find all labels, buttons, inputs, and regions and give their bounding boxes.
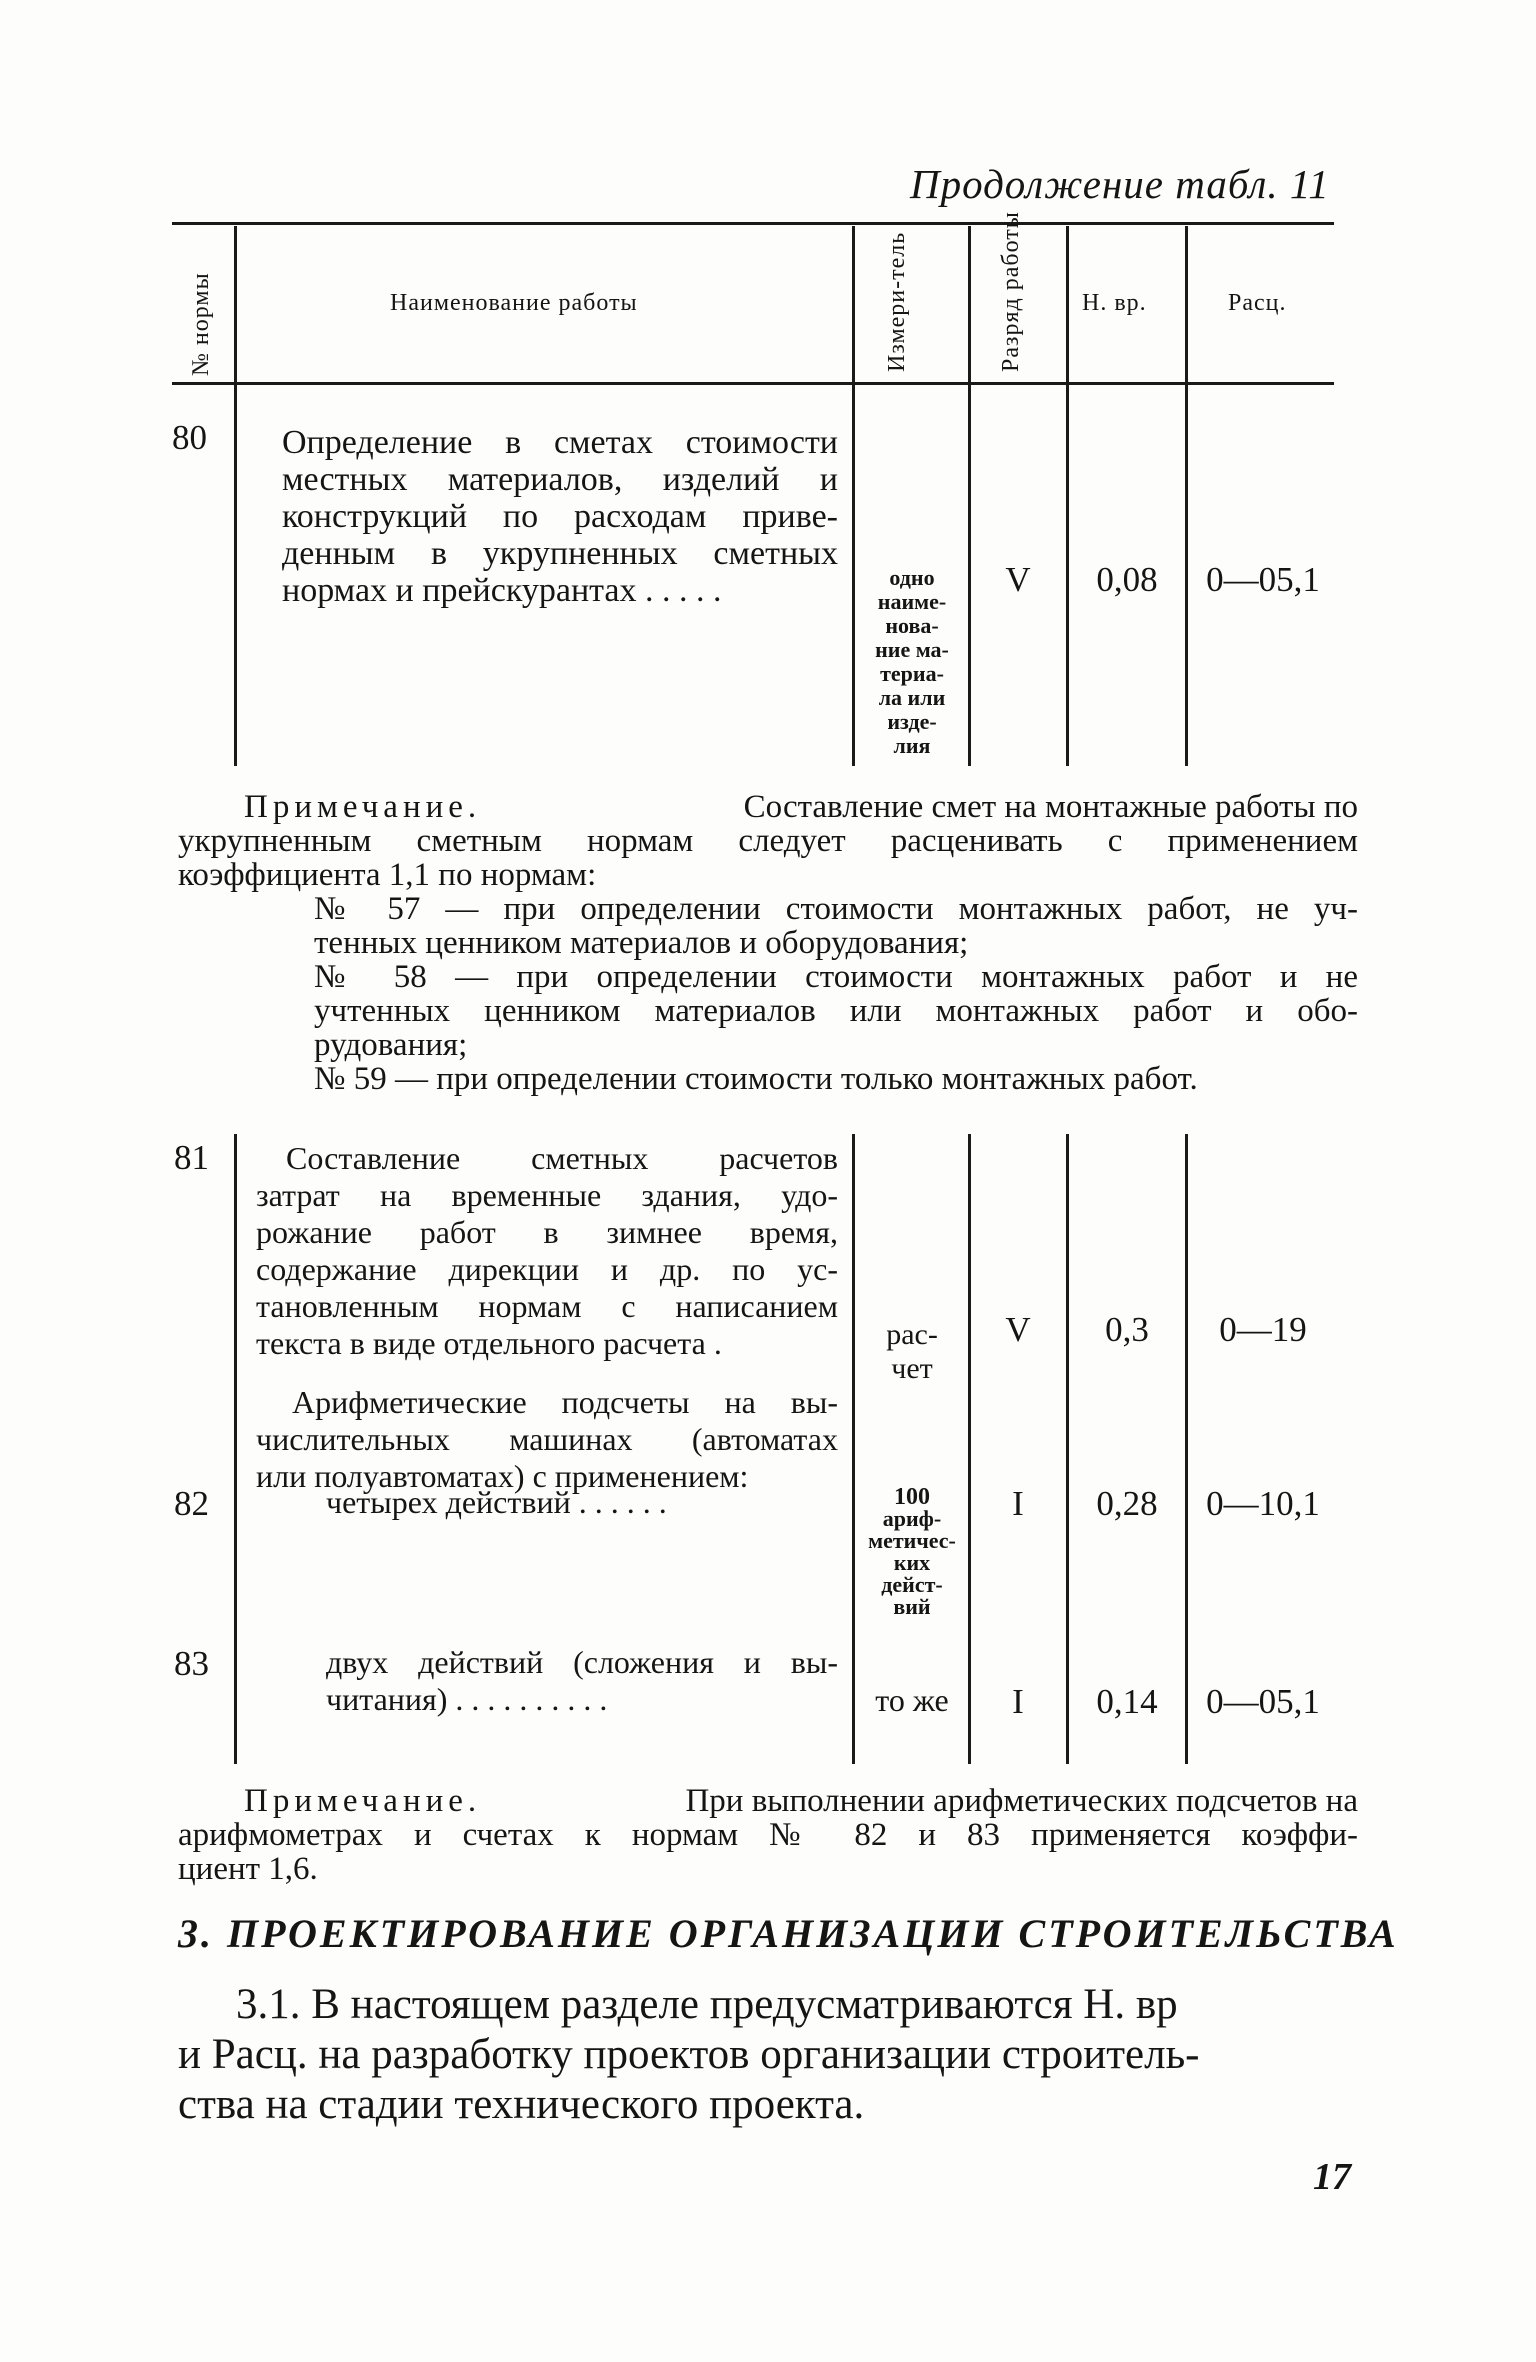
col-rule-3 bbox=[968, 226, 971, 766]
row83-name: двух действий (сложения и вы- читания) . . . . . . . . . . bbox=[326, 1644, 838, 1717]
row80-name: Определение в сметах стоимости местных материалов, изделий и конструкций по расходам приве- денным в укрупненных сметных нормах и прейскурантах . . . . . bbox=[282, 424, 838, 609]
row83-number: 83 bbox=[174, 1644, 209, 1683]
table-header-bottom-rule bbox=[172, 382, 1334, 385]
header-price: Расц. bbox=[1228, 290, 1287, 316]
row83-price: 0—05,1 bbox=[1206, 1682, 1320, 1721]
col-rule-4b bbox=[1066, 1134, 1069, 1764]
row80-number: 80 bbox=[172, 418, 207, 457]
row83-time: 0,14 bbox=[1096, 1682, 1158, 1721]
row80-grade: V bbox=[1005, 560, 1031, 599]
row81-number: 81 bbox=[174, 1138, 209, 1177]
col-rule-5b bbox=[1185, 1134, 1188, 1764]
note-1: Примечание. Составление смет на монтажные работы по укрупненным сметным нормам следует расценивать с применением коэффициента 1,1 по нормам: № 57 — при определении стоимости монтажных работ, не уч- тенных ценником материалов и оборудования; № 58 — при определении стоимости монтажных работ и не учтенных ценником материалов или монтажных работ и обо- рудования; № 59 — при определении стоимости только монтажных работ. bbox=[178, 789, 1358, 1097]
row82-unit: 100 ариф- метичес- ких дейст- вий bbox=[868, 1484, 956, 1619]
col-rule-4 bbox=[1066, 226, 1069, 766]
row82-grade: I bbox=[1012, 1484, 1024, 1523]
row81-time: 0,3 bbox=[1105, 1310, 1149, 1349]
table-continuation-caption: Продолжение табл. 11 bbox=[910, 161, 1330, 207]
row83-grade: I bbox=[1012, 1682, 1024, 1721]
row81-price: 0—19 bbox=[1219, 1310, 1307, 1349]
col-rule-2b bbox=[852, 1134, 855, 1764]
header-work-name: Наименование работы bbox=[390, 290, 638, 316]
col-rule-1 bbox=[234, 226, 237, 766]
row80-unit: одно наиме- нова- ние ма- териа- ла или изде- лия bbox=[875, 565, 949, 758]
row82-price: 0—10,1 bbox=[1206, 1484, 1320, 1523]
header-norm-number: № нормы bbox=[188, 272, 214, 376]
row80-price: 0—05,1 bbox=[1206, 560, 1320, 599]
row81-unit: рас- чет bbox=[886, 1318, 938, 1385]
section-paragraph: 3.1. В настоящем разделе предусматриваются Н. вр и Расц. на разработку проектов организации строитель- ства на стадии технического проекта. bbox=[178, 1981, 1200, 2128]
col-rule-5 bbox=[1185, 226, 1188, 766]
section-heading: 3. ПРОЕКТИРОВАНИЕ ОРГАНИЗАЦИИ СТРОИТЕЛЬСТВА bbox=[178, 1911, 1399, 1956]
row80-time: 0,08 bbox=[1096, 560, 1158, 599]
col-rule-2 bbox=[852, 226, 855, 766]
header-norm-time: Н. вр. bbox=[1082, 290, 1147, 316]
row82-name: четырех действий . . . . . . bbox=[326, 1484, 667, 1520]
row82-number: 82 bbox=[174, 1484, 209, 1523]
row81-name: Составление сметных расчетов затрат на временные здания, удо- рожание работ в зимнее время, содержание дирекции и др. по ус- тановленным нормам с написанием текста в виде отдельного расчета . bbox=[256, 1140, 838, 1361]
header-grade: Разряд работы bbox=[998, 211, 1024, 372]
row83-unit: то же bbox=[875, 1682, 949, 1718]
header-unit: Измери-тель bbox=[884, 231, 910, 372]
col-rule-3b bbox=[968, 1134, 971, 1764]
col-rule-1b bbox=[234, 1134, 237, 1764]
note-2: Примечание. При выполнении арифметических подсчетов на арифмометрах и счетах к нормам № 82 и 83 применяется коэффи- циент 1,6. bbox=[178, 1783, 1358, 1887]
page-number: 17 bbox=[1313, 2156, 1351, 2198]
table-top-rule bbox=[172, 222, 1334, 225]
row82-time: 0,28 bbox=[1096, 1484, 1158, 1523]
arithmetic-group-intro: Арифметические подсчеты на вы- числительных машинах (автоматах или полуавтоматах) с применением: bbox=[256, 1384, 838, 1494]
row81-grade: V bbox=[1005, 1310, 1031, 1349]
